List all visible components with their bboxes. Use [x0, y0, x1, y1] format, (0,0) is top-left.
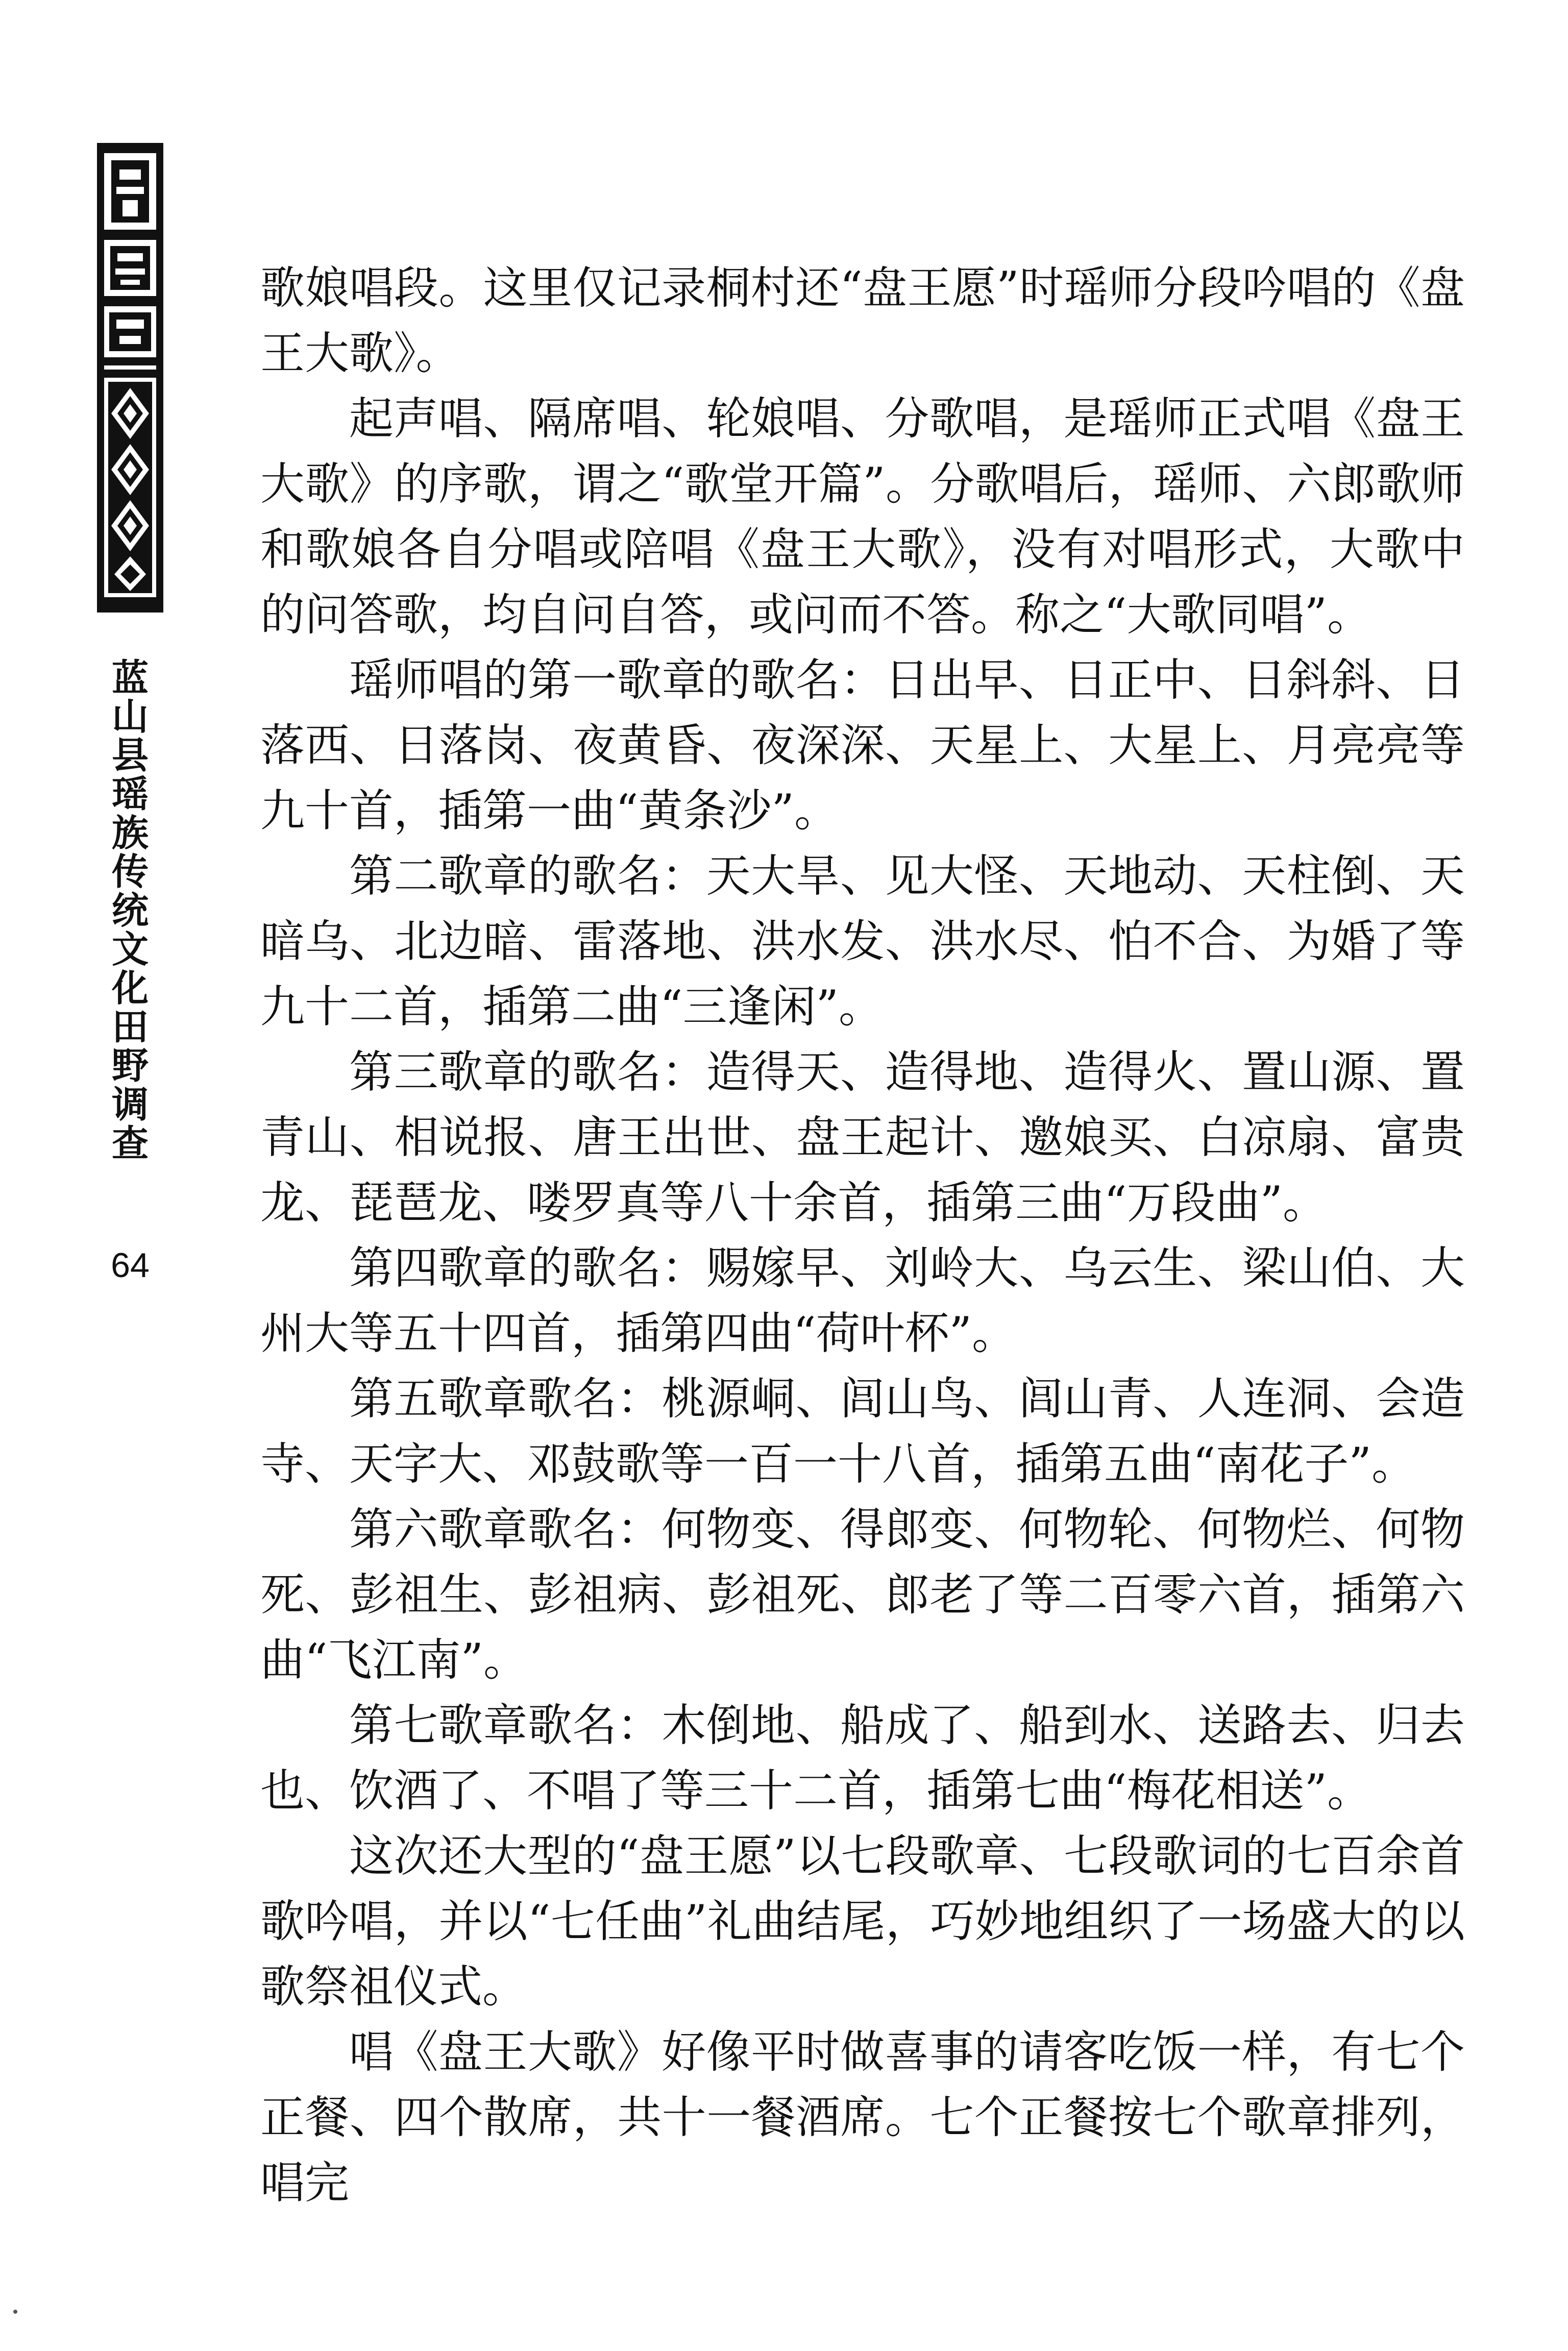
title-char: 文	[111, 928, 149, 971]
paragraph: 唱《盘王大歌》好像平时做喜事的请客吃饭一样，有七个正餐、四个散席，共十一餐酒席。七个正餐按七个歌章排列，唱完	[260, 2026, 1465, 2209]
title-char: 查	[111, 1122, 149, 1165]
title-char: 化	[111, 967, 149, 1010]
paragraph: 第三歌章的歌名：造得天、造得地、造得火、置山源、置青山、相说报、唐王出世、盘王起计、邀娘买、白凉扇、富贵龙、琵琶龙、喽罗真等八十余首，插第三曲“万段曲”。	[260, 1046, 1465, 1229]
paragraph: 第二歌章的歌名：天大旱、见大怪、天地动、天柱倒、天暗乌、北边暗、雷落地、洪水发、洪水尽、怕不合、为婚了等九十二首，插第二曲“三逢闲”。	[260, 850, 1465, 1033]
paragraph: 第七歌章歌名：木倒地、船成了、船到水、送路去、归去也、饮酒了、不唱了等三十二首，插第七曲“梅花相送”。	[260, 1699, 1465, 1817]
title-char: 山	[111, 695, 149, 738]
book-title-vertical	[105, 658, 156, 1163]
title-char: 县	[111, 734, 149, 777]
paragraph: 歌娘唱段。这里仅记录桐村还“盘王愿”时瑶师分段吟唱的《盘王大歌》。	[260, 262, 1465, 379]
page-number: 64	[111, 1246, 150, 1285]
title-char: 传	[111, 850, 149, 893]
paragraph: 瑶师唱的第一歌章的歌名：日出早、日正中、日斜斜、日落西、日落岗、夜黄昏、夜深深、天星上、大星上、月亮亮等九十首，插第一曲“黄条沙”。	[260, 654, 1465, 837]
paragraph: 第四歌章的歌名：赐嫁早、刘岭大、乌云生、梁山伯、大州大等五十四首，插第四曲“荷叶杯”。	[260, 1242, 1465, 1359]
title-char: 田	[111, 1006, 149, 1048]
body-text	[260, 255, 1465, 2215]
title-char: 调	[111, 1083, 149, 1126]
paragraph: 第六歌章歌名：何物变、得郎变、何物轮、何物烂、何物死、彭祖生、彭祖病、彭祖死、郎老了等二百零六首，插第六曲“飞江南”。	[260, 1503, 1465, 1686]
scan-speck	[13, 2310, 17, 2314]
paragraph: 这次还大型的“盘王愿”以七段歌章、七段歌词的七百余首歌吟唱，并以“七任曲”礼曲结尾，巧妙地组织了一场盛大的以歌祭祖仪式。	[260, 1830, 1465, 2013]
decorative-border-ornament	[97, 143, 163, 613]
title-char: 统	[111, 889, 149, 932]
paragraph: 第五歌章歌名：桃源峒、闾山鸟、闾山青、人连洞、会造寺、天字大、邓鼓歌等一百一十八首，插第五曲“南花子”。	[260, 1373, 1465, 1490]
title-char: 瑶	[111, 773, 149, 816]
title-char: 族	[111, 812, 149, 854]
title-char: 野	[111, 1044, 149, 1087]
paragraph: 起声唱、隔席唱、轮娘唱、分歌唱，是瑶师正式唱《盘王大歌》的序歌，谓之“歌堂开篇”。分歌唱后，瑶师、六郎歌师和歌娘各自分唱或陪唱《盘王大歌》，没有对唱形式，大歌中的问答歌，均自问自答，或问而不答。称之“大歌同唱”。	[260, 393, 1465, 641]
title-char: 蓝	[111, 656, 149, 699]
